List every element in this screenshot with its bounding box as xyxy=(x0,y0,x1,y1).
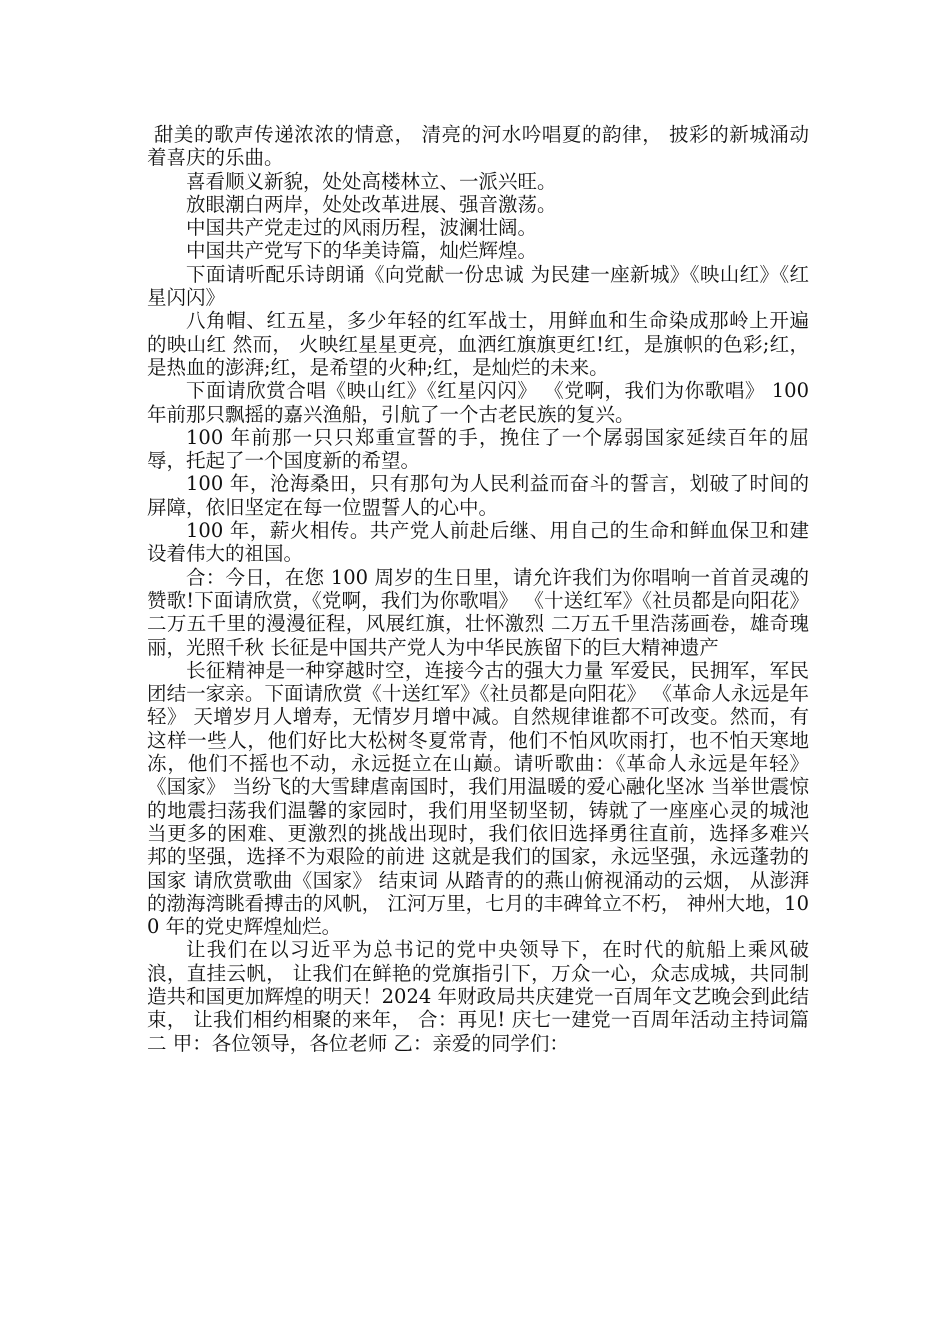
paragraph-closing: 让我们在以习近平为总书记的党中央领导下，在时代的航船上乘风破浪，直挂云帆， 让我们在鲜艳的党旗指引下，万众一心，众志成城，共同制造共和国更加辉煌的明天！2024 年财政局共庆建党一百周年文艺晚会到此结束， 让我们相约相聚的来年， 合：再见! 庆七一建党一百周年活动主持词篇二 甲：各位领导，各位老师 乙：亲爱的同学们： xyxy=(147,938,809,1055)
paragraph-shunyi: 喜看顺义新貌，处处高楼林立、一派兴旺。 xyxy=(186,169,557,193)
paragraph-torch: 100 年，薪火相传。共产党人前赴后继、用自己的生命和鲜血保卫和建设着伟大的祖国。 xyxy=(147,519,809,566)
paragraph-recitation-intro: 下面请听配乐诗朗诵《向党献一份忠诚 为民建一座新城》《映山红》《红星闪闪》 xyxy=(147,262,809,310)
paragraph-party-poem: 中国共产党写下的华美诗篇，灿烂辉煌。 xyxy=(186,239,538,263)
paragraph-party-history: 中国共产党走过的风雨历程，波澜壮阔。 xyxy=(186,216,538,240)
paragraph-chorus-intro: 下面请欣赏合唱《映山红》《红星闪闪》 《党啊，我们为你歌唱》 100 年前那只飘摇的嘉兴渔船，引航了一个古老民族的复兴。 xyxy=(147,379,809,426)
paragraph-oath: 100 年前那一只只郑重宣誓的手，挽住了一个孱弱国家延续百年的屈辱，托起了一个国度新的希望。 xyxy=(147,425,809,473)
paragraph-vow: 100 年，沧海桑田，只有那句为人民利益而奋斗的誓言，划破了时间的屏障，依旧坚定在每一位盟誓人的心中。 xyxy=(147,472,809,519)
paragraph-birthday: 合：今日，在您 100 周岁的生日里，请允许我们为你唱响一首首灵魂的赞歌!下面请欣赏，《党啊，我们为你歌唱》 《十送红军》《社员都是向阳花》 二万五千里的漫漫征程，风展红旗，壮怀激烈 二万五千里浩荡画卷，雄奇瑰丽，光照千秋 长征是中国共产党人为中华民族留下的巨大精神遗产 xyxy=(147,565,809,659)
document-body xyxy=(147,123,809,1055)
paragraph-red-star: 八角帽、红五星，多少年轻的红军战士，用鲜血和生命染成那岭上开遍的映山红 然而， 火映红星星更亮，血洒红旗旗更红!红，是旗帜的色彩;红，是热血的澎湃;红，是希望的火种;红，是灿烂的未来。 xyxy=(147,309,809,379)
paragraph-long-march-spirit: 长征精神是一种穿越时空，连接今古的强大力量 军爱民，民拥军，军民团结一家亲。下面请欣赏《十送红军》《社员都是向阳花》 《革命人永远是年轻》 天增岁月人增寿，无情岁月增中减。自然规律谁都不可改变。然而，有这样一些人，他们好比大松树冬夏常青，他们不怕风吹雨打，也不怕天寒地冻，他们不摇也不动，永远挺立在山巅。请听歌曲：《革命人永远是年轻》 《国家》 当纷飞的大雪肆虐南国时，我们用温暖的爱心融化坚冰 当举世震惊的地震扫荡我们温馨的家园时，我们用坚韧坚韧，铸就了一座座心灵的城池 当更多的困难、更激烈的挑战出现时，我们依旧选择勇往直前，选择多难兴邦的坚强，选择不为艰险的前进 这就是我们的国家，永远坚强，永远蓬勃的国家 请欣赏歌曲《国家》 结束词 从踏青的的燕山俯视涌动的云烟， 从澎湃的渤海湾眺看搏击的风帆， 江河万里，七月的丰碑耸立不朽， 神州大地，100 年的党史辉煌灿烂。 xyxy=(147,658,809,939)
paragraph-opening: 甜美的歌声传递浓浓的情意， 清亮的河水吟唱夏的韵律， 披彩的新城涌动着喜庆的乐曲。 xyxy=(147,123,809,170)
paragraph-chaobai: 放眼潮白两岸，处处改革进展、强音激荡。 xyxy=(186,192,557,216)
